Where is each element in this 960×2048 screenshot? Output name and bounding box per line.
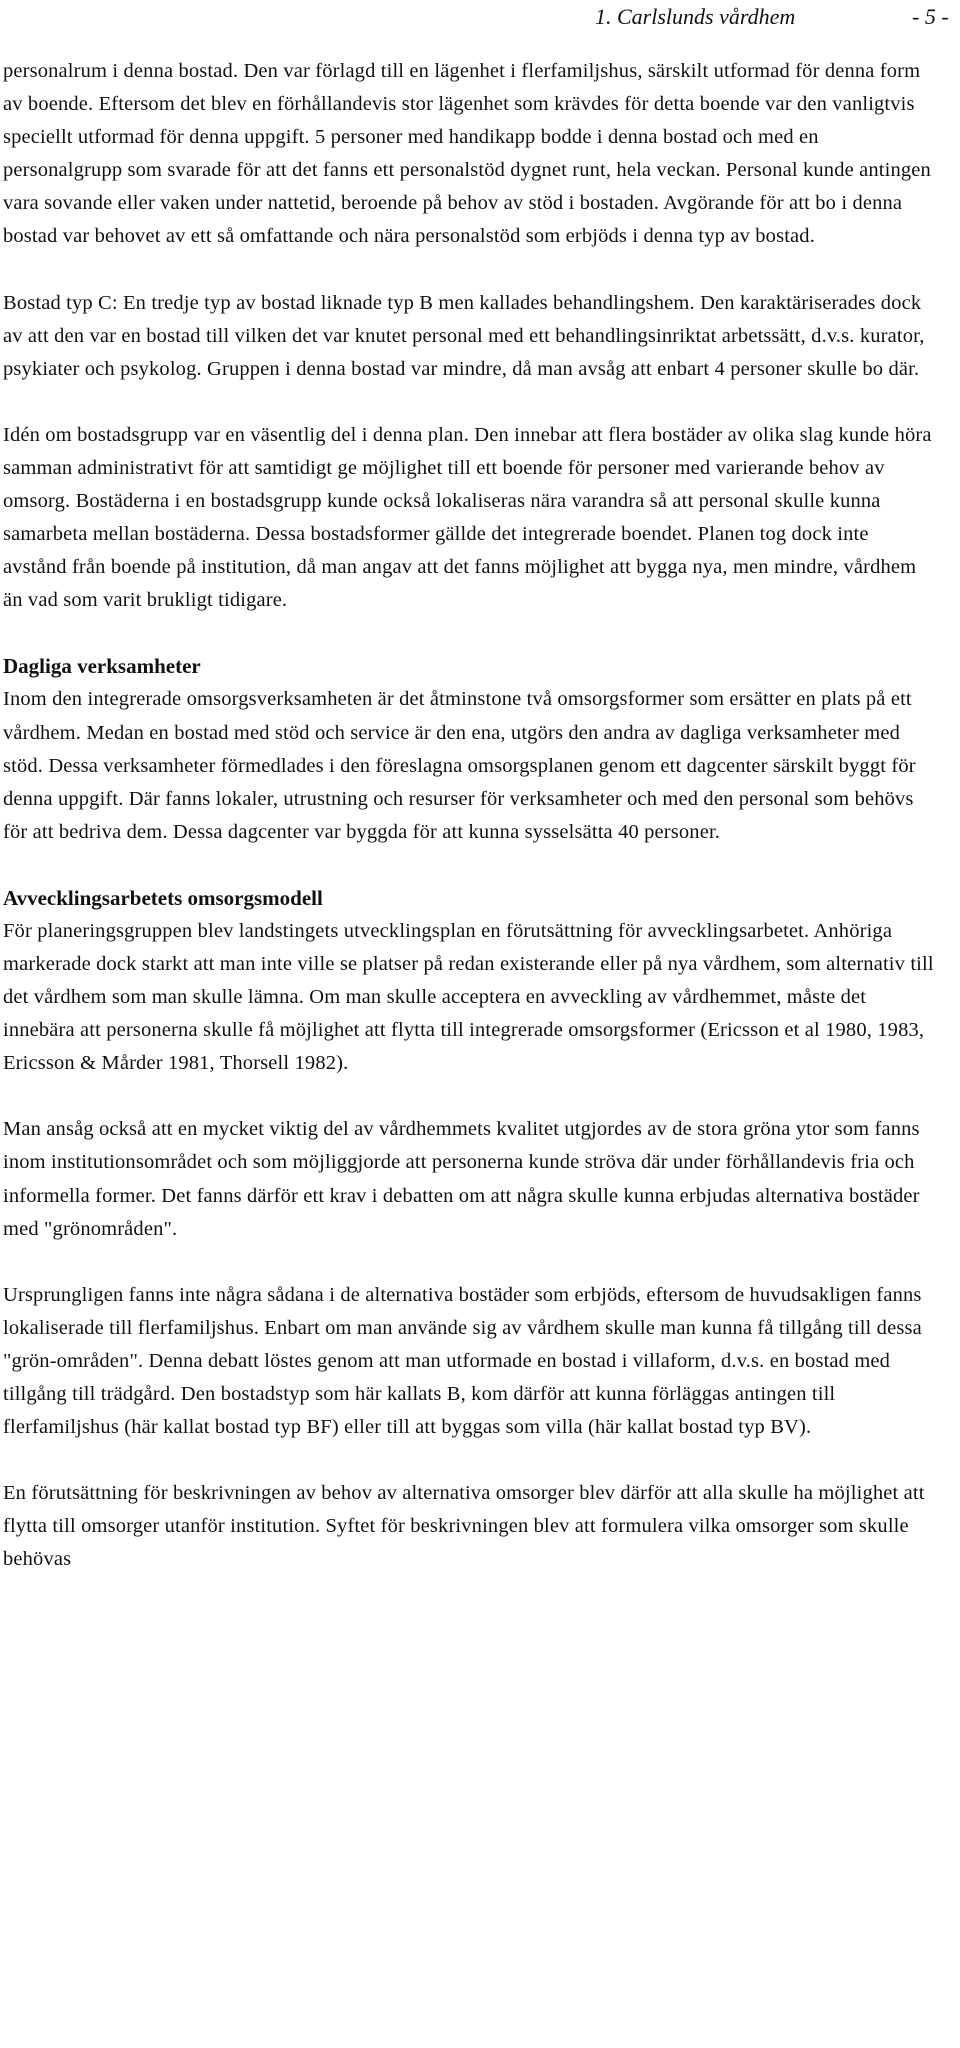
paragraph-spacer [3,1080,935,1113]
document-body [3,55,935,1576]
chapter-title: 1. Carlslunds vårdhem [595,4,796,29]
paragraph-spacer [3,1246,935,1279]
section-heading-dagliga-verksamheter: Dagliga verksamheter [3,654,201,679]
page-number: - 5 - [912,4,949,29]
running-header [0,2,960,32]
paragraph-continuation: personalrum i denna bostad. Den var förlagd till en lägenhet i flerfamiljshus, särskilt utformad för denna form av boende. Eftersom det blev en förhållandevis stor lägenhet som krävdes för detta boende var den vanligtvis speciellt utformad för denna uppgift. 5 personer med handikapp bodde i denna bostad och med en personalgrupp som svarade för att det fanns ett personalstöd dygnet runt, hela veckan. Personal kunde antingen vara sovande eller vaken under nattetid, beroende på behov av stöd i bostaden. Avgörande för att bo i denna bostad var behovet av ett så omfattande och nära personalstöd som erbjöds i denna typ av bostad. [3,60,931,248]
paragraph-dagliga-verksamheter: Inom den integrerade omsorgsverksamheten är det åtminstone två omsorgsformer som ersätter en plats på ett vårdhem. Medan en bostad med stöd och service är den ena, utgörs den andra av dagliga verksamheter med stöd. Dessa verksamheter förmedlades i den föreslagna omsorgsplanen genom ett dagcenter särskilt byggt för denna uppgift. Där fanns lokaler, utrustning och resurser för verksamheter och med den personal som behövs för att bedriva dem. Dessa dagcenter var byggda för att kunna sysselsätta 40 personer. [3,688,916,843]
paragraph-grona-ytor: Man ansåg också att en mycket viktig del av vårdhemmets kvalitet utgjordes av de stora gröna ytor som fanns inom institutionsområdet och som möjliggjorde att personerna kunde ströva där under förhållandevis fria och informella former. Det fanns därför ett krav i debatten om att några skulle kunna erbjudas alternativa bostäder med "grönområden". [3,1118,920,1240]
section-heading-omsorgsmodell: Avvecklingsarbetets omsorgsmodell [3,885,323,910]
paragraph-ursprungligen: Ursprungligen fanns inte några sådana i de alternativa bostäder som erbjöds, eftersom de huvudsakligen fanns lokaliserade till flerfamiljshus. Enbart om man använde sig av vårdhem skulle man kunna få tillgång till dessa "grön-områden". Denna debatt löstes genom att man utformade en bostad i villaform, d.v.s. en bostad med tillgång till trädgård. Den bostadstyp som här kallats B, kom därför att kunna förläggas antingen till flerfamiljshus (här kallat bostad typ BF) eller till att byggas som villa (här kallat bostad typ BV). [3,1283,922,1439]
paragraph-spacer [3,617,935,650]
paragraph-planeringsgruppen: För planeringsgruppen blev landstingets utvecklingsplan en förutsättning för avvecklingsarbetet. Anhöriga markerade dock starkt att man inte ville se platser på redan existerande eller på nya vårdhem, som alternativ till det vårdhem som man skulle lämna. Om man skulle acceptera en avveckling av vårdhemmet, måste det innebära att personerna skulle få möjlighet att flytta till integrerade omsorgsformer (Ericsson et al 1980, 1983, Ericsson & Mårder 1981, Thorsell 1982). [3,919,934,1075]
paragraph-spacer [3,254,935,287]
paragraph-bostadsgrupp: Idén om bostadsgrupp var en väsentlig del i denna plan. Den innebar att flera bostäder av olika slag kunde höra samman administrativt för att samtidigt ge möjlighet till ett boende för personer med varierande behov av omsorg. Bostäderna i en bostadsgrupp kunde också lokaliseras nära varandra så att personal skulle kunna samarbeta mellan bostäderna. Dessa bostadsformer gällde det integrerade boendet. Planen tog dock inte avstånd från boende på institution, då man angav att det fanns möjlighet att bygga nya, men mindre, vårdhem än vad som varit brukligt tidigare. [3,423,932,612]
paragraph-bostad-typ-c: Bostad typ C: En tredje typ av bostad liknade typ B men kallades behandlingshem. Den karaktäriserades dock av att den var en bostad till vilken det var knutet personal med ett behandlingsinriktat arbetssätt, d.v.s. kurator, psykiater och psykolog. Gruppen i denna bostad var mindre, då man avsåg att enbart 4 personer skulle bo där. [3,291,925,380]
paragraph-forutsattning: En förutsättning för beskrivningen av behov av alternativa omsorger blev därför att alla skulle ha möjlighet att flytta till omsorger utanför institution. Syftet för beskrivningen blev att formulera vilka omsorger som skulle behövas [3,1482,925,1571]
paragraph-spacer [3,849,935,882]
paragraph-spacer [3,1444,935,1477]
paragraph-spacer [3,386,935,419]
